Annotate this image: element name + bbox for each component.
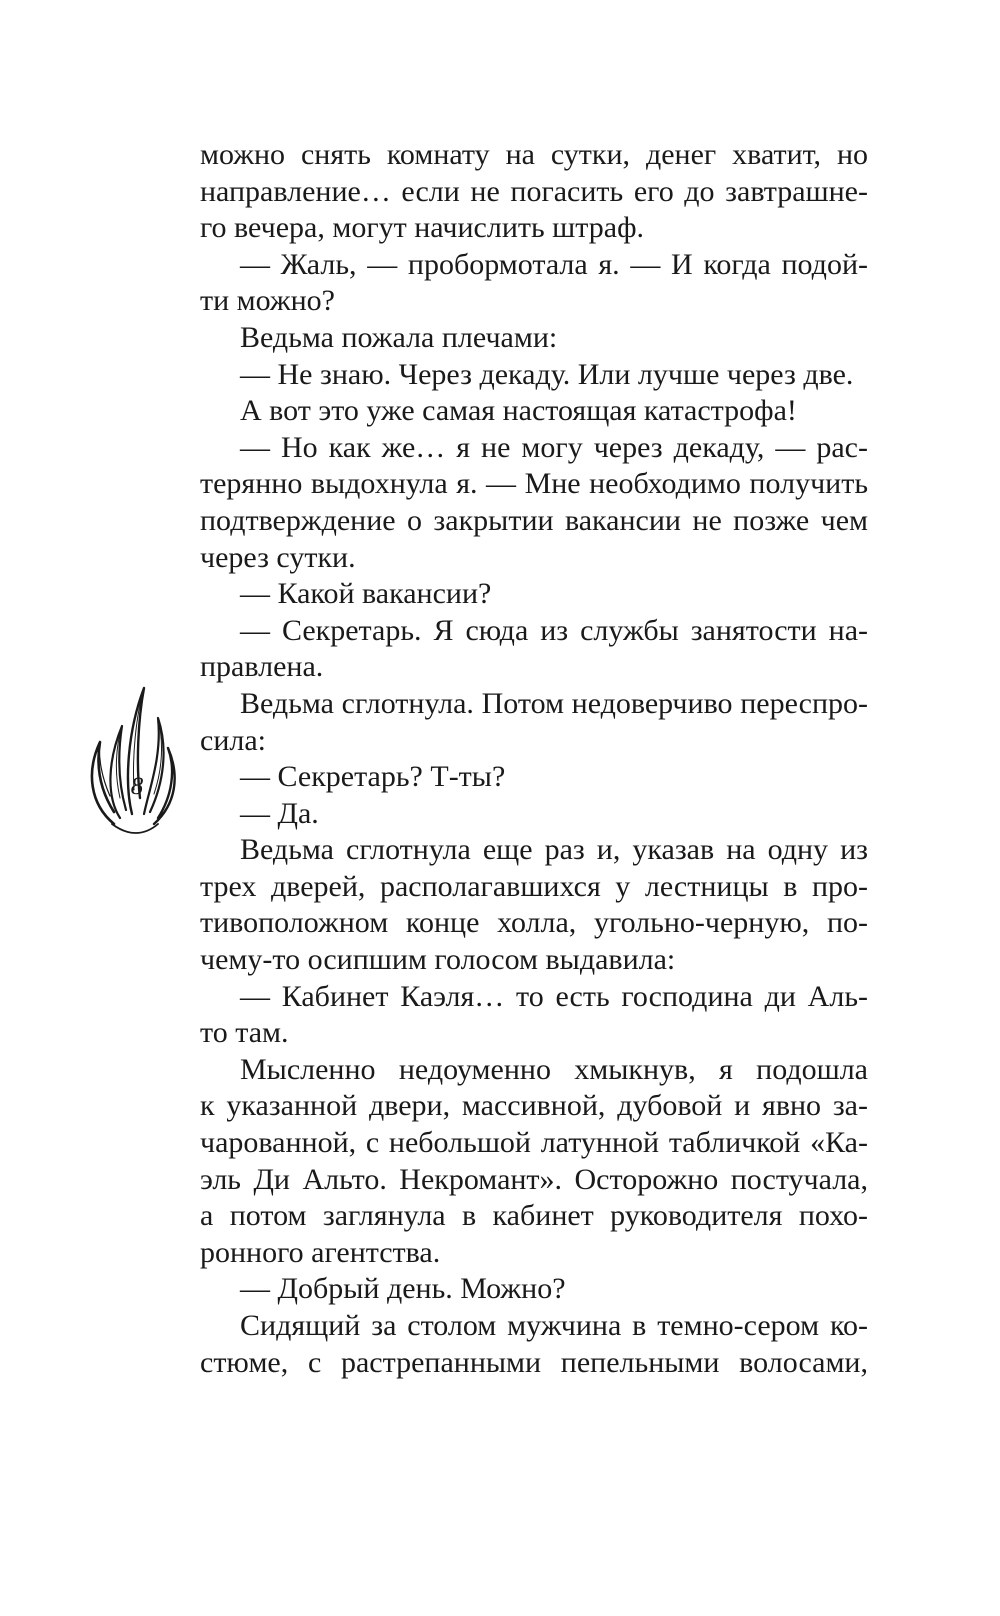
text-line: Ведьма сглотнула еще раз и, указав на одну из: [240, 833, 868, 867]
text-line: ти можно?: [200, 284, 335, 318]
flame-icon: [84, 686, 184, 836]
text-line: сила:: [200, 723, 266, 757]
text-line: через сутки.: [200, 540, 356, 574]
body-text: [200, 137, 868, 1381]
text-line: — Секретарь? Т-ты?: [240, 760, 506, 794]
text-line: — Да.: [240, 796, 319, 830]
text-line: — Но как же… я не могу через декаду, — рас-: [240, 430, 868, 464]
text-line: — Кабинет Каэля… то есть господина ди Аль-: [240, 979, 868, 1013]
text-line: стюме, с растрепанными пепельными волосами,: [200, 1345, 868, 1379]
text-line: ронного агентства.: [200, 1235, 441, 1269]
text-line: Ведьма пожала плечами:: [240, 320, 558, 354]
text-line: чему-то осипшим голосом выдавила:: [200, 943, 676, 977]
text-line: — Добрый день. Можно?: [240, 1272, 566, 1306]
text-line: Ведьма сглотнула. Потом недоверчиво переспро-: [240, 686, 868, 720]
page-folio: [84, 686, 184, 836]
text-line: чарованной, с небольшой латунной табличкой «Ка-: [200, 1126, 868, 1160]
text-line: го вечера, могут начислить штраф.: [200, 211, 645, 245]
page-number: 8: [130, 773, 144, 800]
text-line: терянно выдохнула я. — Мне необходимо получить: [200, 467, 868, 501]
text-line: — Какой вакансии?: [240, 577, 492, 611]
text-line: подтверждение о закрытии вакансии не позже чем: [200, 503, 868, 537]
text-line: — Секретарь. Я сюда из службы занятости на-: [240, 613, 868, 647]
text-line: — Жаль, — пробормотала я. — И когда подой-: [240, 247, 868, 281]
text-line: тивоположном конце холла, угольно-черную, по-: [200, 906, 868, 940]
text-line: эль Ди Альто. Некромант». Осторожно постучала,: [200, 1162, 868, 1196]
text-line: Мысленно недоуменно хмыкнув, я подошла: [240, 1052, 868, 1086]
text-line: то там.: [200, 1016, 289, 1050]
text-line: а потом заглянула в кабинет руководителя похо-: [200, 1199, 868, 1233]
text-line: трех дверей, располагавшихся у лестницы в про-: [200, 869, 868, 903]
text-line: к указанной двери, массивной, дубовой и явно за-: [200, 1089, 868, 1123]
text-line: правлена.: [200, 650, 324, 684]
text-line: можно снять комнату на сутки, денег хватит, но: [200, 138, 868, 171]
text-line: — Не знаю. Через декаду. Или лучше через две.: [240, 357, 854, 391]
text-line: направление… если не погасить его до завтрашне-: [200, 174, 868, 208]
text-line: А вот это уже самая настоящая катастрофа!: [240, 394, 797, 428]
text-line: Сидящий за столом мужчина в темно-сером ко-: [240, 1309, 868, 1342]
